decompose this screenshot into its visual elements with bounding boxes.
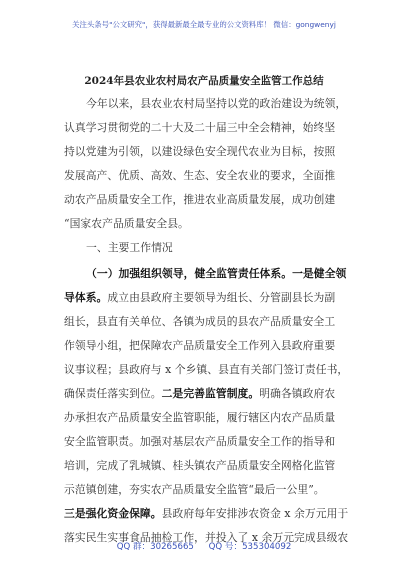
footer-contact [0, 540, 408, 552]
paragraph-text: 确保责任落实到位。 [64, 387, 162, 400]
document-title: 2024年县农业农村局农产品质量安全监管工作总结 [84, 75, 324, 87]
paragraph-line: 安全监管职责。加强对基层农产品质量安全工作的指导和 [64, 435, 336, 448]
paragraph-line: “国家农产品质量安全县。 [64, 217, 189, 230]
paragraph-text: 明确各镇政府农 [259, 387, 336, 400]
bold-phrase: 二是完善监管制度。 [161, 387, 260, 400]
paragraph-text: 县政府每年安排涉农资金 x 余万元用于 [161, 507, 349, 520]
paragraph-line: 持以党建为引领，以建设绿色安全现代农业为目标，按照 [64, 145, 336, 158]
paragraph-line: 议事议程；县政府与 x 个乡镇、县直有关部门签订责任书， [64, 363, 349, 376]
paragraph-line [64, 387, 354, 401]
paragraph-text: 成立由县政府主要领导为组长、分管副县长为副 [107, 291, 336, 304]
section-heading: 一、主要工作情况 [86, 241, 173, 254]
bold-phrase: 三是强化资金保障。 [64, 507, 162, 520]
subsection-heading: （一）加强组织领导，健全监管责任体系。一是健全领 [86, 267, 347, 280]
paragraph-line: 认真学习贯彻党的二十大及二十届三中全会精神，始终坚 [64, 121, 336, 134]
footer-qq-number: QQ 号：535304092 [208, 542, 292, 552]
paragraph-line: 发展高产、优质、高效、生态、安全农业的要求，全面推 [64, 169, 336, 182]
paragraph-line [64, 507, 354, 521]
paragraph-line: 示范镇创建，夯实农产品质量安全监管“最后一公里”。 [64, 483, 325, 496]
paragraph-line: 培训，完成了乳城镇、桂头镇农产品质量安全网格化监管 [64, 459, 336, 472]
paragraph-line: 办承担农产品质量安全监管职能，履行辖区内农产品质量 [64, 411, 336, 424]
footer-qq-group: QQ 群：30265665 [116, 542, 194, 552]
header-banner: 关注头条号"公文研究"，获得最新最全最专业的公文资料库！ 微信：gongwenyj [72, 20, 336, 29]
paragraph-line [64, 291, 354, 305]
paragraph-line: 作领导小组，把保障农产品质量安全工作列入县政府重要 [64, 339, 336, 352]
paragraph-line: 动农产品质量安全工作，推进农业高质量发展，成功创建 [64, 193, 336, 206]
paragraph-line: 组长，县直有关单位、各镇为成员的县农产品质量安全工 [64, 315, 336, 328]
paragraph-line: 落实民生实事食品抽检工作，并投入了 x 余万元完成县级农 [64, 531, 349, 544]
paragraph-line: 今年以来，县农业农村局坚持以党的政治建设为统领， [86, 97, 347, 110]
bold-phrase: 导体系。 [64, 291, 108, 304]
